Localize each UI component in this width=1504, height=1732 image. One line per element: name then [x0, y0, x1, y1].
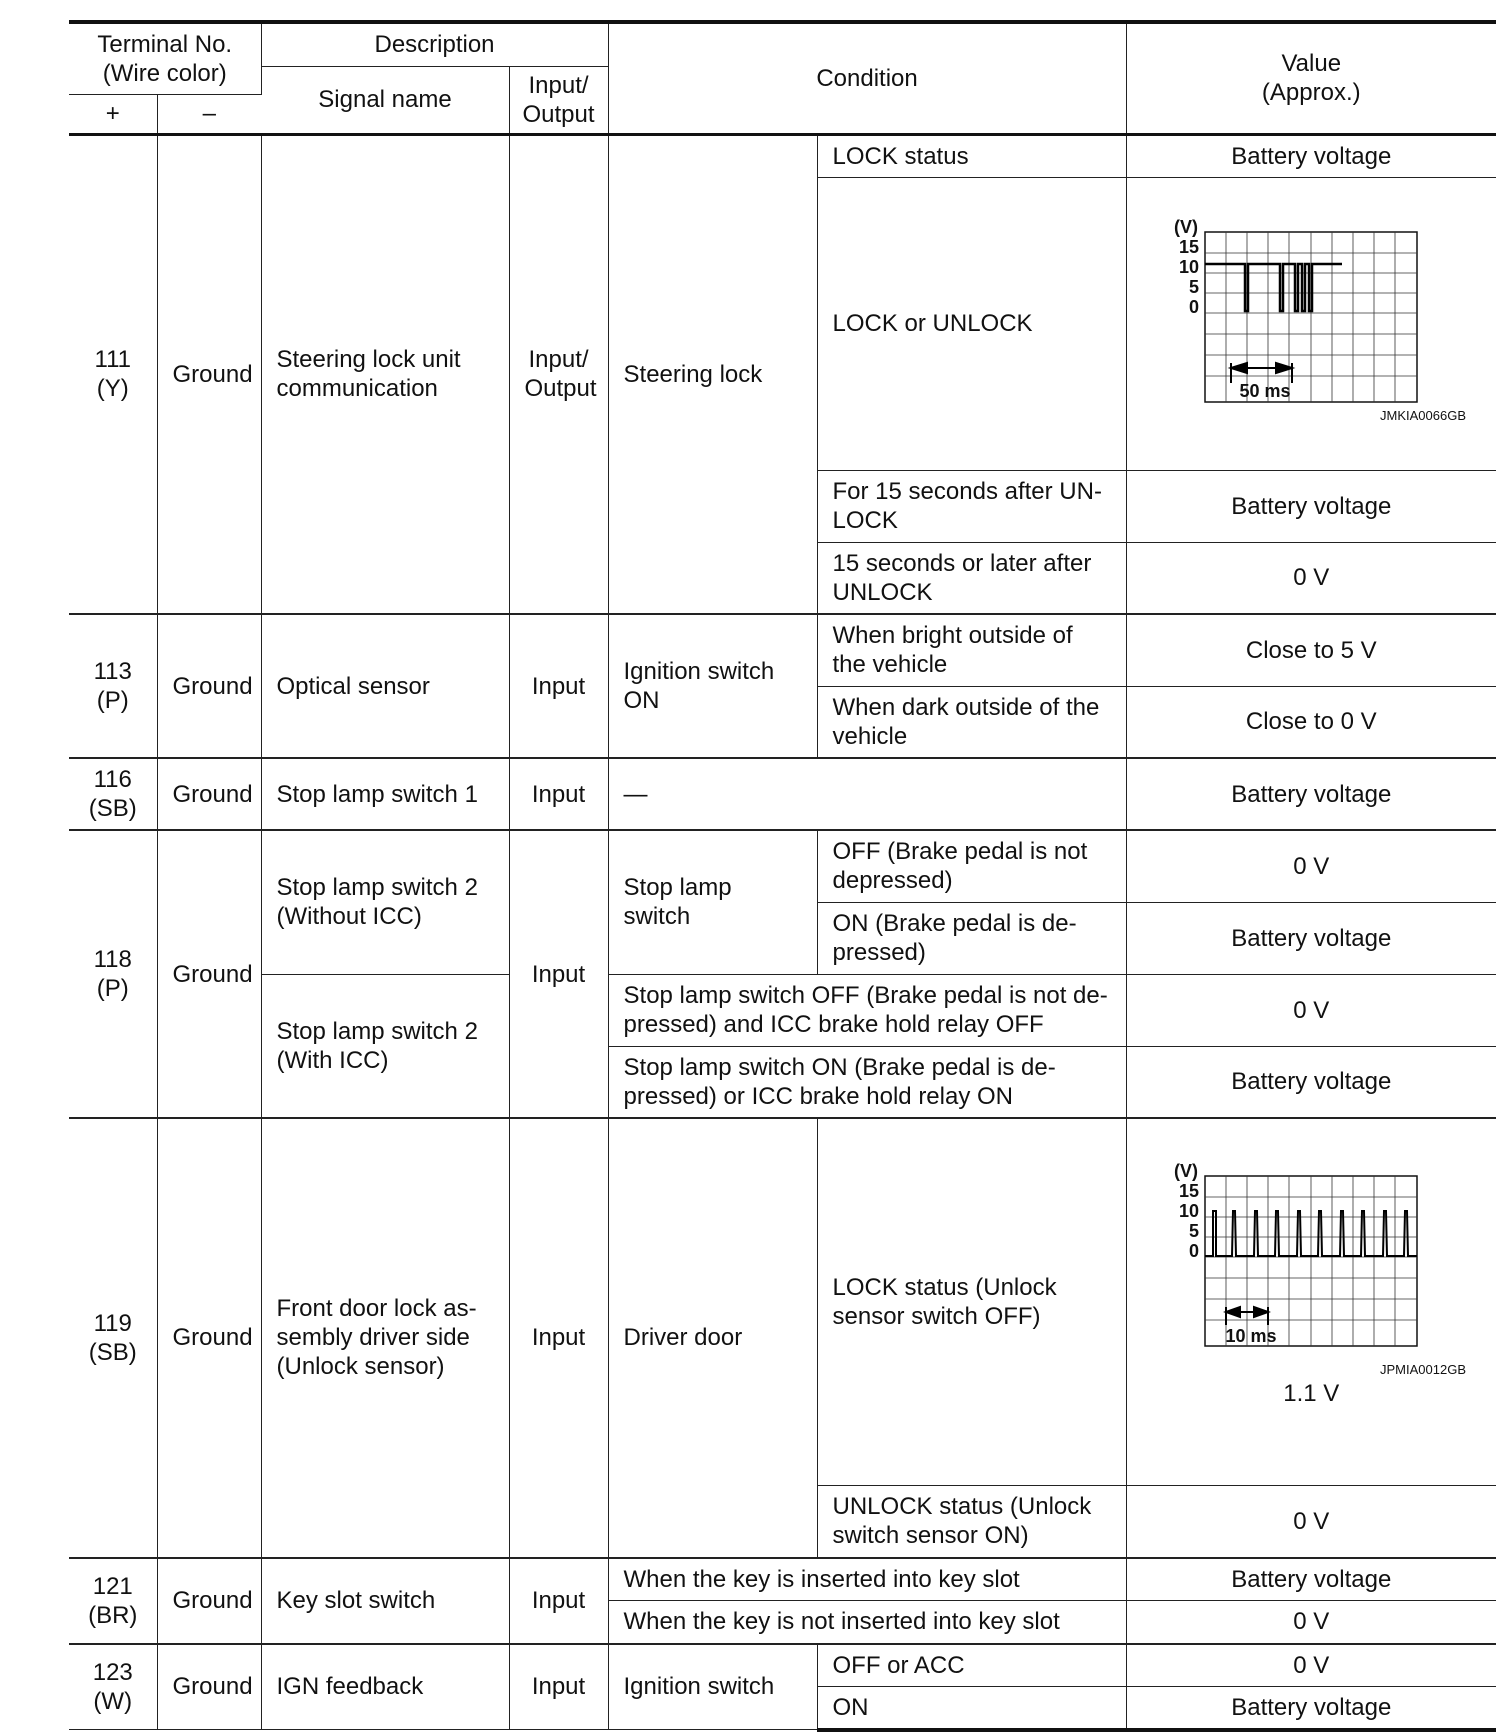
io-119: Input	[509, 1118, 608, 1558]
value-121-1: Battery voltage	[1126, 1558, 1496, 1601]
signal-118-with-icc: Stop lamp switch 2 (With ICC)	[261, 974, 509, 1118]
wire-color: (SB)	[88, 1338, 137, 1366]
value-123-1: 0 V	[1126, 1644, 1496, 1687]
condition-116: —	[608, 758, 1126, 830]
waveform-tick-15: 15	[1178, 236, 1199, 257]
value-113-1: Close to 5 V	[1126, 614, 1496, 686]
wire-color: (P)	[96, 687, 129, 714]
wire-color: (P)	[96, 975, 129, 1002]
header-io-line2: Output	[522, 100, 595, 128]
waveform-tick-0: 0	[1188, 1241, 1199, 1261]
terminal-111	[69, 134, 157, 614]
waveform-tick-15: 15	[1178, 1181, 1199, 1201]
subcondition-118-1: OFF (Brake pedal is not depressed)	[817, 830, 1126, 902]
ground-119: Ground	[157, 1118, 261, 1558]
io-line2: Output	[524, 375, 597, 403]
subcondition-119-1: LOCK status (Unlock sensor switch OFF)	[817, 1118, 1126, 1486]
subcondition-111-3: For 15 seconds after UN-LOCK	[817, 470, 1126, 542]
subcondition-113-2: When dark outside of the vehicle	[817, 686, 1126, 758]
header-io	[509, 66, 608, 134]
ground-118: Ground	[157, 830, 261, 1118]
signal-113: Optical sensor	[261, 614, 509, 758]
value-123-2: Battery voltage	[1126, 1687, 1496, 1730]
subcondition-118-2: ON (Brake pedal is de-pressed)	[817, 902, 1126, 974]
condition-123: Ignition switch	[608, 1644, 817, 1730]
subcondition-123-2: ON	[817, 1687, 1126, 1730]
wire-color: (BR)	[88, 1601, 138, 1629]
io-line1: Input/	[528, 346, 589, 374]
signal-121: Key slot switch	[261, 1558, 509, 1644]
condition-118: Stop lamp switch	[608, 830, 817, 974]
wire-color: (W)	[93, 1687, 133, 1715]
terminal-table	[69, 20, 1496, 1732]
header-signal-name: Signal name	[261, 66, 509, 134]
value-119-1: 1.1 V	[1283, 1380, 1340, 1407]
value-113-2: Close to 0 V	[1126, 686, 1496, 758]
terminal-number: 111	[94, 346, 131, 374]
subcondition-121-2: When the key is not inserted into key slot	[608, 1601, 1126, 1644]
signal-123: IGN feedback	[261, 1644, 509, 1730]
waveform-111	[1126, 177, 1496, 470]
terminal-123	[69, 1644, 157, 1730]
subcondition-123-1: OFF or ACC	[817, 1644, 1126, 1687]
subcondition-118-3: Stop lamp switch OFF (Brake pedal is not de-pressed) and ICC brake hold relay OFF	[608, 974, 1126, 1046]
signal-111: Steering lock unit communication	[261, 134, 509, 614]
header-condition: Condition	[608, 22, 1126, 134]
io-116: Input	[509, 758, 608, 830]
ground-121: Ground	[157, 1558, 261, 1644]
subcondition-119-2: UNLOCK status (Unlock switch sensor ON)	[817, 1486, 1126, 1558]
header-description: Description	[261, 22, 608, 66]
ground-123: Ground	[157, 1644, 261, 1730]
terminal-number: 118	[93, 946, 132, 973]
terminal-number: 113	[93, 658, 132, 685]
signal-116: Stop lamp switch 1	[261, 758, 509, 830]
waveform-code-111: JMKIA0066GB	[1380, 407, 1467, 423]
value-118-3: 0 V	[1126, 974, 1496, 1046]
waveform-unit: (V)	[1173, 1161, 1198, 1181]
subcondition-111-2: LOCK or UNLOCK	[817, 177, 1126, 470]
subcondition-118-4: Stop lamp switch ON (Brake pedal is de-pressed) or ICC brake hold relay ON	[608, 1046, 1126, 1118]
header-value-line1: Value	[1281, 50, 1342, 78]
wire-color: (Y)	[96, 375, 129, 403]
header-value	[1126, 22, 1496, 134]
waveform-tick-10: 10	[1178, 256, 1199, 277]
value-118-4: Battery voltage	[1126, 1046, 1496, 1118]
waveform-unit: (V)	[1173, 216, 1198, 237]
value-119-2: 0 V	[1126, 1486, 1496, 1558]
waveform-grid	[1205, 1176, 1417, 1346]
terminal-121	[69, 1558, 157, 1644]
subcondition-111-1: LOCK status	[817, 134, 1126, 177]
header-wire-color: (Wire color)	[102, 59, 227, 87]
value-118-1: 0 V	[1126, 830, 1496, 902]
waveform-code-119: JPMIA0012GB	[1380, 1362, 1467, 1377]
value-111-4: 0 V	[1126, 542, 1496, 614]
io-118: Input	[509, 830, 608, 1118]
header-terminal-no: Terminal No.	[97, 30, 233, 58]
terminal-number: 121	[92, 1572, 133, 1600]
terminal-table-sheet	[69, 20, 1496, 1732]
subcondition-113-1: When bright outside of the vehicle	[817, 614, 1126, 686]
ground-113: Ground	[157, 614, 261, 758]
header-terminal	[69, 22, 261, 94]
subcondition-111-4: 15 seconds or later after UNLOCK	[817, 542, 1126, 614]
terminal-118	[69, 830, 157, 1118]
condition-119: Driver door	[608, 1118, 817, 1558]
header-value-line2: (Approx.)	[1261, 79, 1361, 107]
waveform-timebase: 10 ms	[1224, 1326, 1277, 1346]
terminal-119	[69, 1118, 157, 1558]
waveform-tick-5: 5	[1188, 1221, 1199, 1241]
terminal-number: 119	[93, 1309, 132, 1337]
io-113: Input	[509, 614, 608, 758]
terminal-number: 116	[93, 766, 132, 793]
header-minus: –	[157, 94, 261, 134]
condition-111: Steering lock	[608, 134, 817, 614]
waveform-grid	[1205, 232, 1417, 402]
value-118-2: Battery voltage	[1126, 902, 1496, 974]
terminal-number: 123	[92, 1658, 133, 1686]
waveform-tick-5: 5	[1188, 276, 1199, 297]
waveform-119	[1126, 1118, 1496, 1486]
ground-116: Ground	[157, 758, 261, 830]
waveform-tick-10: 10	[1178, 1201, 1199, 1221]
waveform-chart-119	[1127, 1119, 1497, 1485]
header-io-line1: Input/	[528, 71, 589, 99]
condition-113: Ignition switch ON	[608, 614, 817, 758]
terminal-116	[69, 758, 157, 830]
wire-color: (SB)	[88, 795, 137, 822]
signal-119: Front door lock as-sembly driver side (Unlock sensor)	[261, 1118, 509, 1558]
header-plus: +	[69, 94, 157, 134]
subcondition-121-1: When the key is inserted into key slot	[608, 1558, 1126, 1601]
value-111-1: Battery voltage	[1126, 134, 1496, 177]
signal-118-without-icc: Stop lamp switch 2 (Without ICC)	[261, 830, 509, 974]
waveform-timebase-marker	[1231, 363, 1292, 383]
waveform-trace	[1205, 264, 1342, 311]
terminal-113	[69, 614, 157, 758]
io-121: Input	[509, 1558, 608, 1644]
value-111-3: Battery voltage	[1126, 470, 1496, 542]
waveform-timebase: 50 ms	[1238, 380, 1291, 401]
io-123: Input	[509, 1644, 608, 1730]
value-121-2: 0 V	[1126, 1601, 1496, 1644]
ground-111: Ground	[157, 134, 261, 614]
waveform-tick-0: 0	[1188, 296, 1199, 317]
value-116: Battery voltage	[1126, 758, 1496, 830]
io-111	[509, 134, 608, 614]
